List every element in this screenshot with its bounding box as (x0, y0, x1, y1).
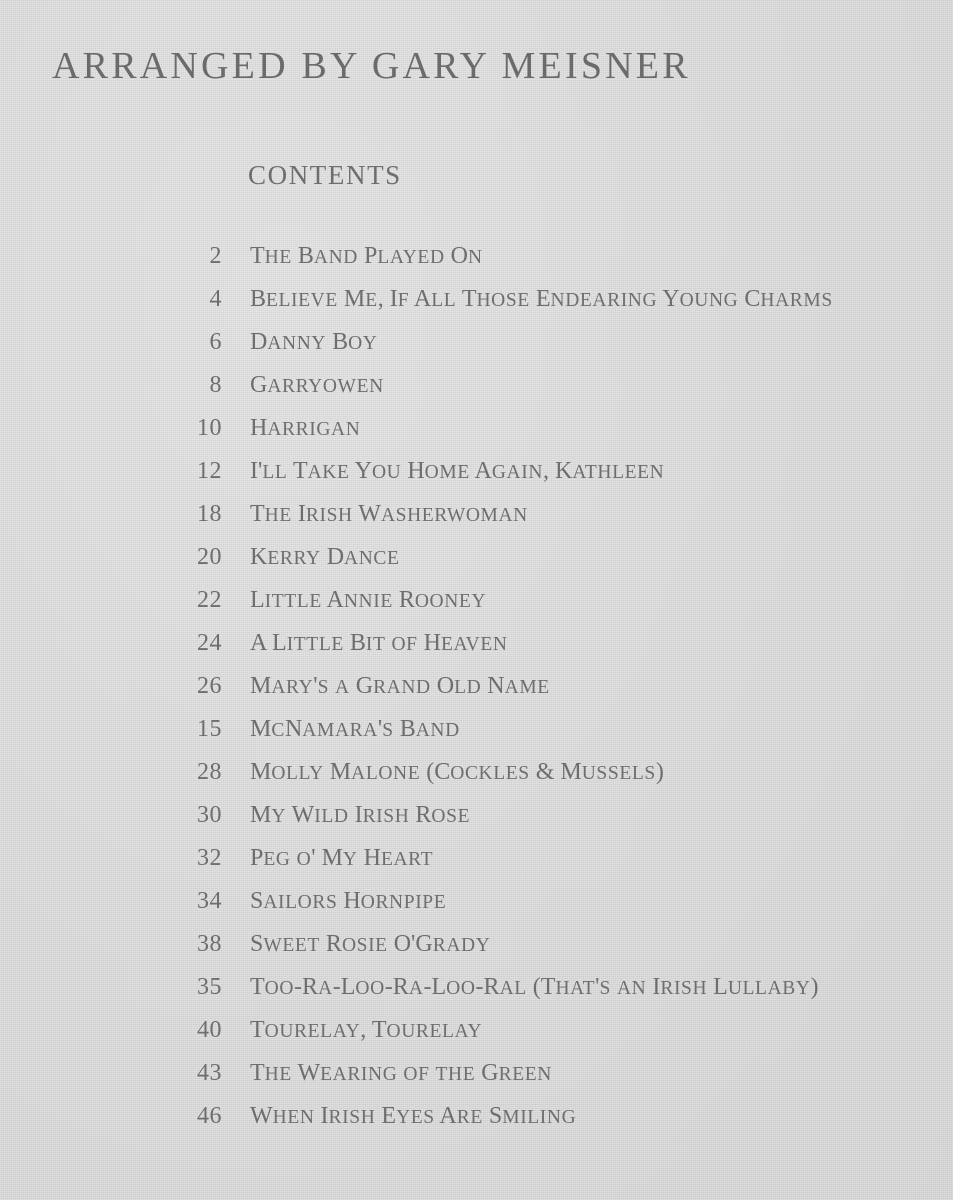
toc-entry-page: 22 (197, 587, 222, 613)
toc-entry-page: 38 (197, 931, 222, 957)
toc-entry[interactable] (150, 544, 940, 587)
toc-entry-page: 18 (197, 501, 222, 527)
toc-entry[interactable] (150, 243, 940, 286)
toc-entry-page: 2 (209, 243, 222, 269)
toc-entry-page: 8 (209, 372, 222, 398)
toc-entry-page: 20 (197, 544, 222, 570)
toc-entry-title: THE WEARING OF THE GREEN (250, 1060, 552, 1086)
toc-entry-page: 28 (197, 759, 222, 785)
toc-entry-page: 46 (197, 1103, 222, 1129)
toc-entry[interactable] (150, 587, 940, 630)
toc-entry[interactable] (150, 501, 940, 544)
toc-entry-title: MOLLY MALONE (COCKLES & MUSSELS) (250, 759, 664, 785)
toc-entry-page: 34 (197, 888, 222, 914)
toc-entry-title: GARRYOWEN (250, 372, 384, 398)
table-of-contents (150, 243, 940, 1146)
contents-heading: CONTENTS (248, 160, 402, 190)
toc-entry[interactable] (150, 458, 940, 501)
toc-entry[interactable] (150, 630, 940, 673)
toc-entry-title: THE BAND PLAYED ON (250, 243, 483, 269)
toc-entry-page: 26 (197, 673, 222, 699)
toc-entry-title: LITTLE ANNIE ROONEY (250, 587, 487, 613)
toc-entry-page: 30 (197, 802, 222, 828)
toc-entry-title: MCNAMARA'S BAND (250, 716, 460, 742)
toc-entry-title: MARY'S A GRAND OLD NAME (250, 673, 550, 699)
toc-entry-page: 43 (197, 1060, 222, 1086)
toc-entry-title: A LITTLE BIT OF HEAVEN (250, 630, 508, 656)
toc-entry-page: 6 (209, 329, 222, 355)
toc-entry[interactable] (150, 716, 940, 759)
toc-entry-title: BELIEVE ME, IF ALL THOSE ENDEARING YOUNG CHARMS (250, 286, 833, 312)
toc-entry[interactable] (150, 1060, 940, 1103)
toc-entry-title: THE IRISH WASHERWOMAN (250, 501, 528, 527)
toc-entry-page: 24 (197, 630, 222, 656)
toc-entry-title: KERRY DANCE (250, 544, 400, 570)
toc-entry-page: 35 (197, 974, 222, 1000)
toc-entry[interactable] (150, 1017, 940, 1060)
toc-entry-page: 10 (197, 415, 222, 441)
toc-entry[interactable] (150, 329, 940, 372)
toc-entry-title: SAILORS HORNPIPE (250, 888, 447, 914)
toc-entry-title: I'LL TAKE YOU HOME AGAIN, KATHLEEN (250, 458, 665, 484)
toc-entry-page: 32 (197, 845, 222, 871)
toc-entry[interactable] (150, 673, 940, 716)
toc-entry[interactable] (150, 888, 940, 931)
arranger-credit: ARRANGED BY GARY MEISNER (52, 45, 691, 87)
toc-entry[interactable] (150, 931, 940, 974)
toc-entry[interactable] (150, 845, 940, 888)
toc-entry[interactable] (150, 759, 940, 802)
toc-entry[interactable] (150, 286, 940, 329)
toc-entry-title: SWEET ROSIE O'GRADY (250, 931, 491, 957)
toc-entry-title: DANNY BOY (250, 329, 378, 355)
toc-entry[interactable] (150, 372, 940, 415)
toc-entry[interactable] (150, 974, 940, 1017)
toc-entry-title: PEG O' MY HEART (250, 845, 434, 871)
toc-entry-title: HARRIGAN (250, 415, 361, 441)
toc-entry[interactable] (150, 802, 940, 845)
toc-entry-title: MY WILD IRISH ROSE (250, 802, 471, 828)
toc-entry-title: TOURELAY, TOURELAY (250, 1017, 483, 1043)
toc-entry[interactable] (150, 1103, 940, 1146)
toc-entry-title: TOO-RA-LOO-RA-LOO-RAL (THAT'S AN IRISH LULLABY) (250, 974, 819, 1000)
toc-entry[interactable] (150, 415, 940, 458)
toc-entry-page: 15 (197, 716, 222, 742)
toc-entry-page: 4 (209, 286, 222, 312)
toc-entry-page: 40 (197, 1017, 222, 1043)
toc-entry-title: WHEN IRISH EYES ARE SMILING (250, 1103, 577, 1129)
toc-entry-page: 12 (197, 458, 222, 484)
